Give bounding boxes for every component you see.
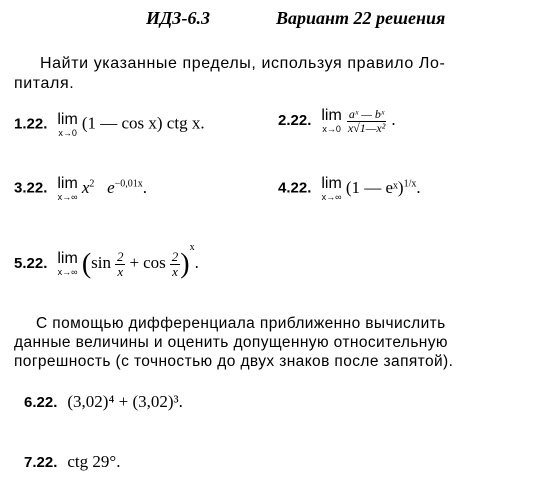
problem-number: 1.22. — [14, 115, 48, 133]
assignment-title: ИДЗ-6.3 — [146, 8, 210, 28]
limit-operator: lim x→∞ — [57, 250, 78, 278]
problem-tail: . — [391, 109, 396, 129]
fraction-numerator: 2 — [171, 249, 179, 265]
expr-exp-power: −0,01x — [114, 178, 143, 190]
problem-number: 3.22. — [14, 179, 48, 197]
problem-5: 5.22. lim x→∞ (sin $\frac{2}{x}$ + cos $\frac{2}{x}$ )$^x$. — [14, 242, 199, 280]
problem-4 — [278, 176, 421, 202]
problem-expression: (3,02)⁴ + (3,02)³. — [67, 392, 183, 411]
expr-base: x — [81, 177, 90, 197]
expr-power: 2 — [89, 178, 95, 190]
plus-sign: + — [129, 253, 140, 272]
problem-6 — [24, 392, 183, 412]
problem-expression: ctg 29°. — [67, 452, 121, 471]
expr-power: x — [189, 242, 195, 253]
problem-tail: . — [194, 253, 199, 272]
problem-number: 4.22. — [278, 179, 312, 197]
fraction-numerator: 2 — [116, 249, 124, 265]
expr-power: 1/x — [403, 178, 417, 190]
problem-tail: . — [416, 177, 421, 197]
problem-number: 5.22. — [14, 255, 48, 272]
intro-line-2: питаля. — [14, 75, 75, 92]
problem-7 — [24, 452, 120, 472]
fraction-denominator: x√1—x² — [347, 120, 386, 135]
intro2-line-1: С помощью дифференциала приближенно вычислить — [36, 315, 446, 332]
problem-number: 6.22. — [24, 394, 58, 411]
limit-operator: lim x→0 — [57, 111, 78, 138]
problem-1 — [14, 112, 205, 138]
sin-function: sin — [91, 253, 111, 272]
intro-line-1: Найти указанные пределы, используя правило Ло- — [40, 55, 446, 72]
fraction-denominator: x — [117, 263, 124, 279]
variant-title: Вариант 22 решения — [276, 8, 446, 28]
expr-exp: e — [107, 177, 115, 197]
limit-operator: lim x→∞ — [57, 175, 78, 202]
intro2-line-2: данные величины и оценить допущенную относительную — [14, 334, 448, 351]
fraction-numerator: aˣ — bˣ — [348, 107, 385, 121]
fraction-denominator: x — [172, 263, 178, 279]
fraction — [170, 250, 181, 278]
limit-operator: lim x→0 — [321, 107, 342, 135]
problem-2 — [278, 108, 396, 134]
fraction — [346, 108, 388, 134]
limit-operator: lim x→∞ — [321, 175, 342, 202]
cos-function: cos — [143, 253, 166, 272]
problem-expression: (1 — eˣ) — [345, 177, 404, 197]
problem-3 — [14, 176, 147, 202]
problem-number: 7.22. — [24, 454, 58, 471]
problem-expression: (1 — cos x) ctg x. — [81, 113, 205, 133]
problem-number: 2.22. — [278, 111, 312, 129]
intro2-line-3: погрешность (с точностью до двух знаков после запятой). — [14, 353, 454, 370]
problem-tail: . — [142, 177, 148, 197]
fraction — [115, 250, 126, 278]
